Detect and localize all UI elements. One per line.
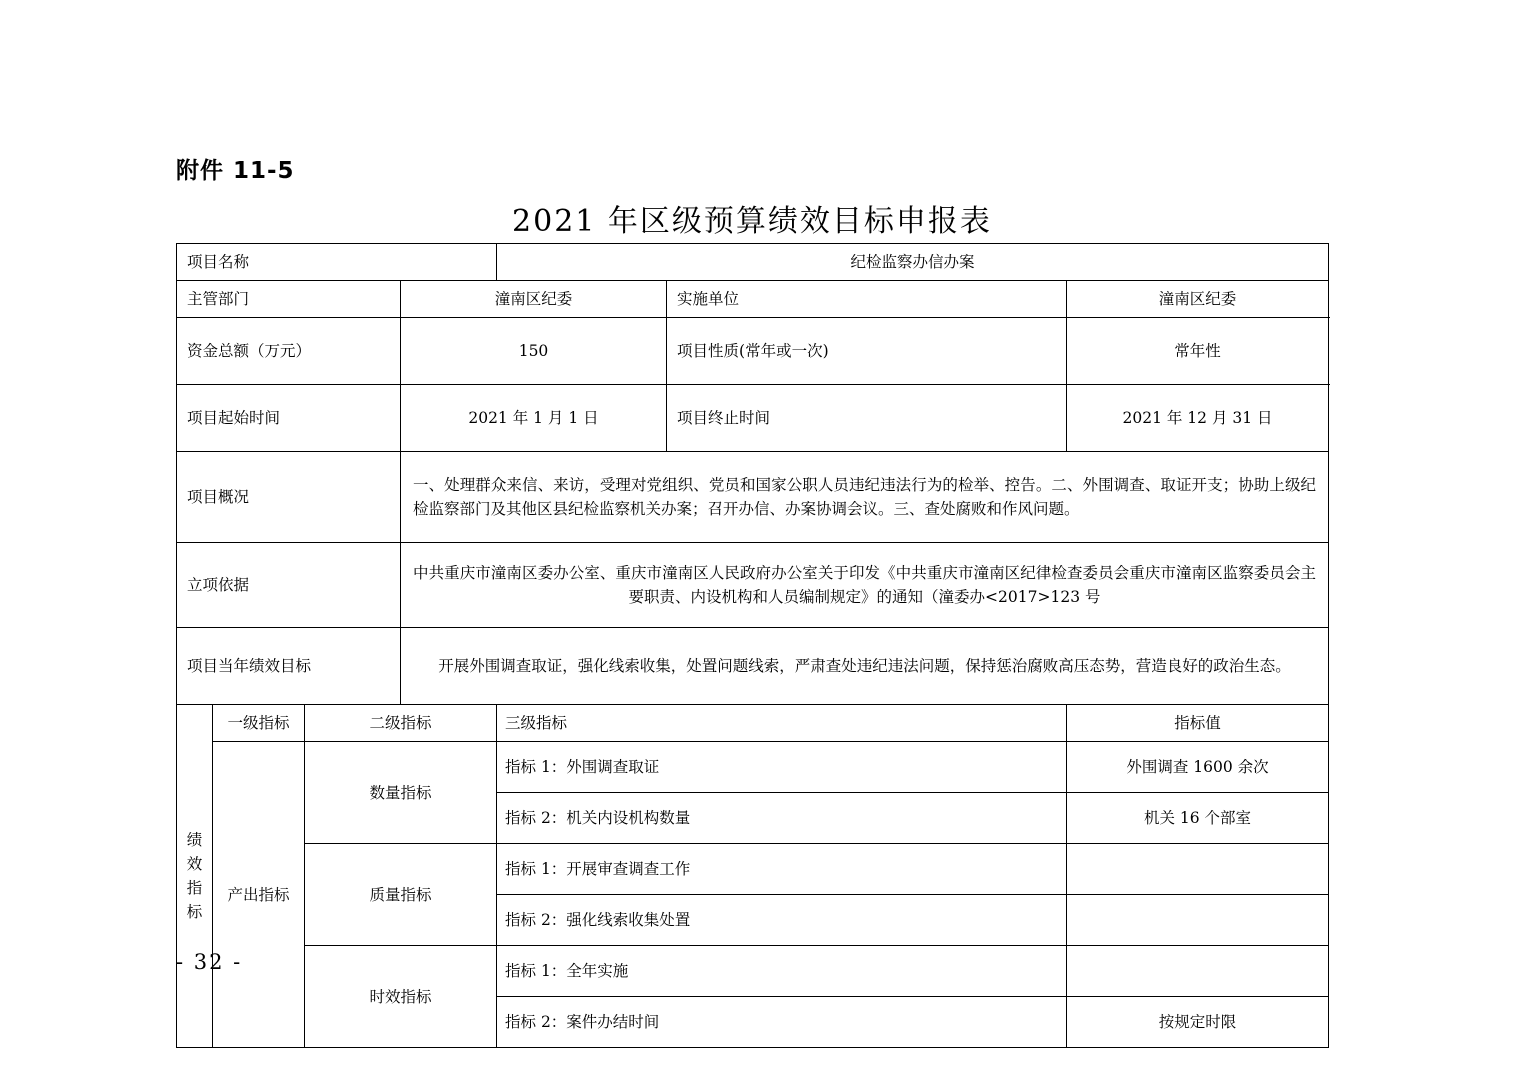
overview-value: 一、处理群众来信、来访，受理对党组织、党员和国家公职人员违纪违法行为的检举、控告。二、外围调查、取证开支；协助上级纪检监察部门及其他区县纪检监察机关办案；召开办信、办案协调会议。三、查处腐败和作风问题。: [401, 452, 1329, 543]
level2-quality-indicator: 质量指标: [305, 844, 497, 946]
start-time-label: 项目起始时间: [177, 385, 401, 452]
indicator-value: [1067, 895, 1329, 946]
annual-goal-value: 开展外围调查取证，强化线索收集，处置问题线索，严肃查处违纪违法问题，保持惩治腐败高压态势，营造良好的政治生态。: [401, 628, 1329, 705]
page-title: 2021 年区级预算绩效目标申报表: [512, 204, 992, 239]
row-overview: [177, 452, 1329, 543]
table-row: [177, 946, 1329, 997]
supervising-dept-value: 潼南区纪委: [401, 281, 667, 318]
level2-timeliness-indicator: 时效指标: [305, 946, 497, 1048]
header-value: 指标值: [1067, 705, 1329, 742]
budget-performance-form: [176, 243, 1329, 1048]
page-number: - 32 -: [176, 950, 243, 974]
total-funds-label: 资金总额（万元）: [177, 318, 401, 385]
end-time-label: 项目终止时间: [667, 385, 1067, 452]
indicator-value: 外围调查 1600 余次: [1067, 742, 1329, 793]
table-row: [177, 742, 1329, 793]
supervising-dept-label: 主管部门: [177, 281, 401, 318]
section-char-2: 效: [186, 855, 203, 874]
row-project-name: [177, 244, 1329, 281]
indicator-value: 机关 16 个部室: [1067, 793, 1329, 844]
section-char-3: 指: [186, 879, 203, 898]
total-funds-value: 150: [401, 318, 667, 385]
level3-indicator: 指标 1：外围调查取证: [497, 742, 1067, 793]
level3-indicator: 指标 2：案件办结时间: [497, 997, 1067, 1048]
performance-indicator-section-label: [177, 705, 213, 1048]
header-level1: 一级指标: [213, 705, 305, 742]
section-char-1: 绩: [186, 831, 203, 849]
section-char-4: 标: [186, 903, 203, 922]
table-row: [177, 844, 1329, 895]
project-name-label: 项目名称: [177, 244, 497, 281]
row-dates: [177, 385, 1329, 452]
indicator-value: 按规定时限: [1067, 997, 1329, 1048]
project-nature-label: 项目性质(常年或一次): [667, 318, 1067, 385]
indicator-value: [1067, 946, 1329, 997]
overview-label: 项目概况: [177, 452, 401, 543]
level3-indicator: 指标 2：机关内设机构数量: [497, 793, 1067, 844]
level1-output-indicator: 产出指标: [213, 742, 305, 1048]
basis-value: 中共重庆市潼南区委办公室、重庆市潼南区人民政府办公室关于印发《中共重庆市潼南区纪律检查委员会重庆市潼南区监察委员会主要职责、内设机构和人员编制规定》的通知（潼委办<2017>123 号: [401, 543, 1329, 628]
row-funds-nature: [177, 318, 1329, 385]
level3-indicator: 指标 2：强化线索收集处置: [497, 895, 1067, 946]
level2-quantity-indicator: 数量指标: [305, 742, 497, 844]
attachment-label: 附件 11-5: [176, 158, 295, 184]
row-annual-goal: [177, 628, 1329, 705]
project-nature-value: 常年性: [1067, 318, 1329, 385]
level3-indicator: 指标 1：开展审查调查工作: [497, 844, 1067, 895]
row-departments: [177, 281, 1329, 318]
header-level3: 三级指标: [497, 705, 1067, 742]
row-indicator-headers: [177, 705, 1329, 742]
level3-indicator: 指标 1：全年实施: [497, 946, 1067, 997]
basis-label: 立项依据: [177, 543, 401, 628]
implementing-unit-label: 实施单位: [667, 281, 1067, 318]
header-level2: 二级指标: [305, 705, 497, 742]
end-time-value: 2021 年 12 月 31 日: [1067, 385, 1329, 452]
indicator-value: [1067, 844, 1329, 895]
implementing-unit-value: 潼南区纪委: [1067, 281, 1329, 318]
row-basis: [177, 543, 1329, 628]
project-name-value: 纪检监察办信办案: [497, 244, 1329, 281]
start-time-value: 2021 年 1 月 1 日: [401, 385, 667, 452]
annual-goal-label: 项目当年绩效目标: [177, 628, 401, 705]
